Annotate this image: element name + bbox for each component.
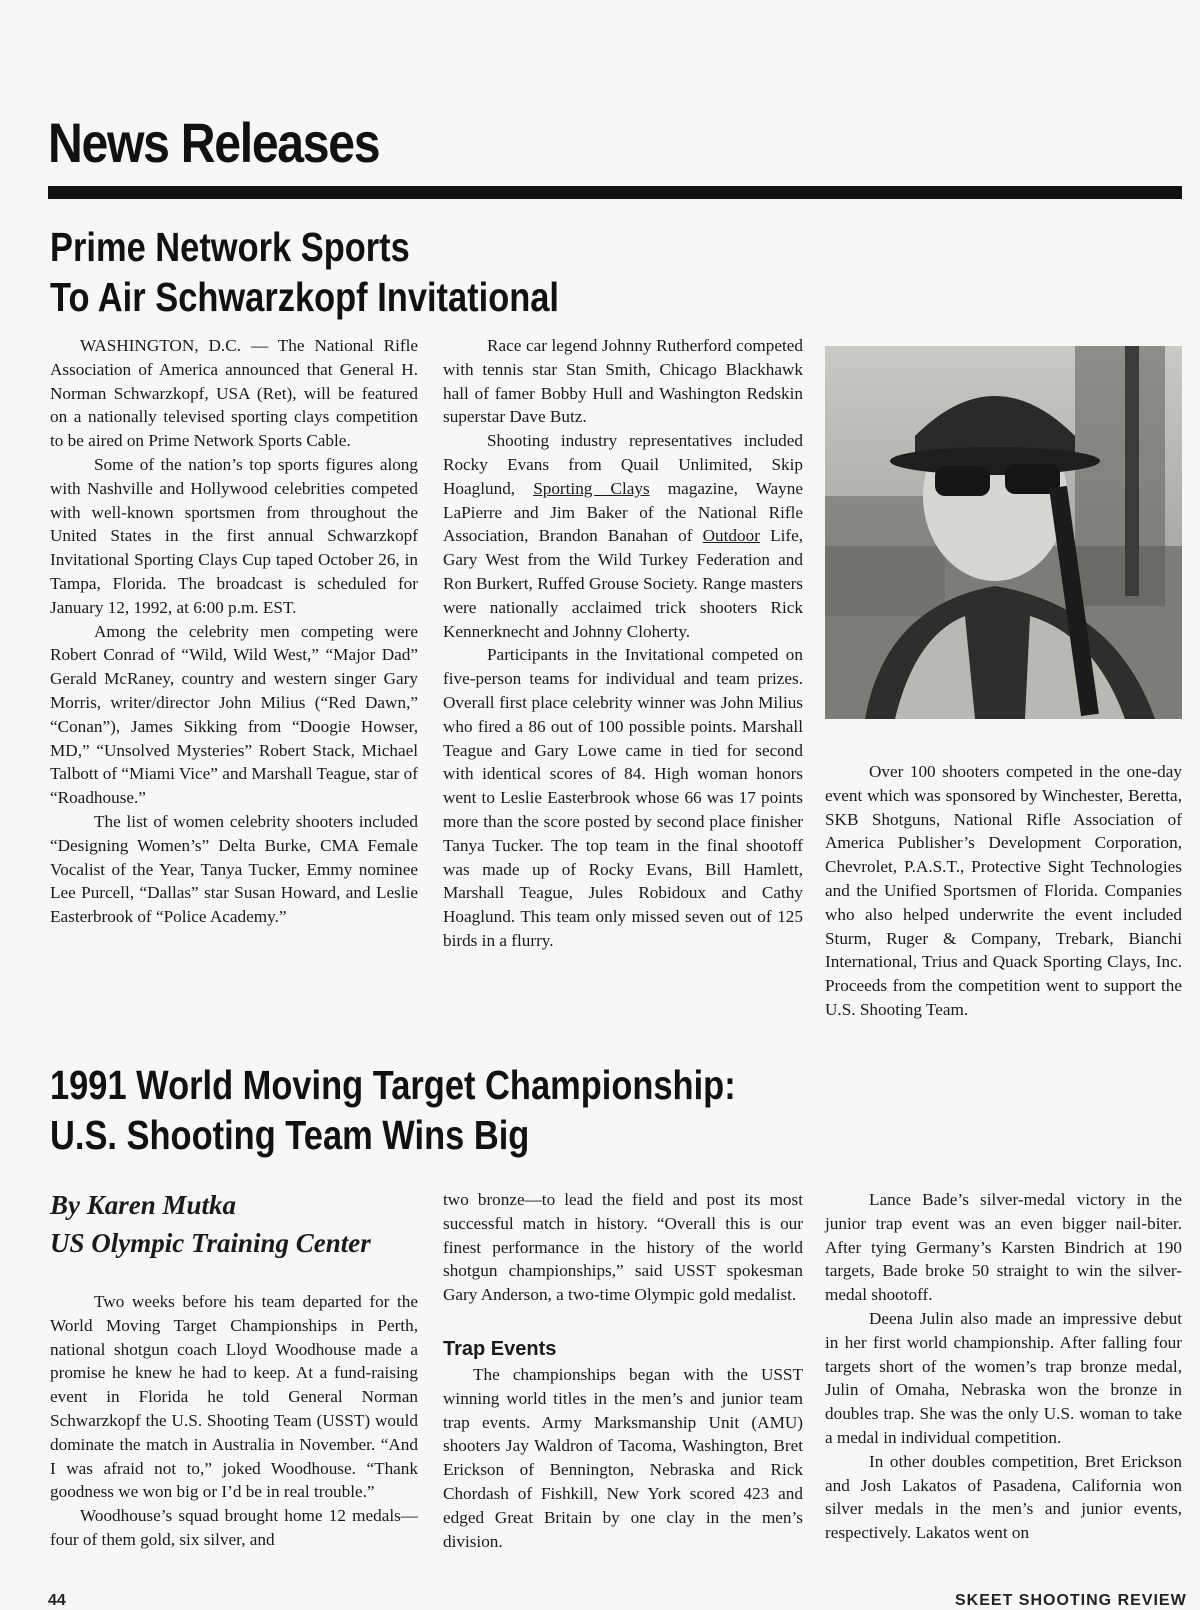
article1-paragraph: WASHINGTON, D.C. — The National Rifle Association of America announced that General H. Norman Schwarzkopf, USA (Ret), will be featured on a nationally televised sporting clays competition to be aired on Prime Network Sports Cable. [50, 336, 418, 451]
magazine-title-outdoor: Outdoor [702, 526, 760, 546]
article2-paragraph: Woodhouse’s squad brought home 12 medals—four of them gold, six silver, and [50, 1506, 418, 1549]
article2-paragraph: two bronze—to lead the field and post its most successful match in history. “Overall this is our finest performance in the history of the world shotgun championships,” said USST spokesman Gary Anderson, a two-time Olympic gold medalist. [443, 1190, 803, 1305]
article1-column-2 [443, 334, 803, 953]
article2-column-3 [825, 1188, 1182, 1545]
article2-headline-line1: 1991 World Moving Target Championship: [50, 1062, 736, 1108]
article1-paragraph: The list of women celebrity shooters included “Designing Women’s” Delta Burke, CMA Female Vocalist of the Year, Tanya Tucker, Emmy nominee Lee Purcell, “Dallas” star Susan Howard, and Leslie Easterbrook of “Police Academy.” [50, 811, 418, 927]
text-run: Life, Gary West from the Wild Turkey Federation and Ron Burkert, Ruffed Grouse Society. Range masters were nationally acclaimed trick shooters Rick Kennerknecht and Johnny Cloherty. [443, 526, 803, 641]
article1-paragraph: Participants in the Invitational competed on five-person teams for individual and team prizes. Overall first place celebrity winner was John Milius who fired a 86 out of 100 possible points. Marshall Teague and Gary Lowe came in tied for second with identical scores of 84. High woman honors went to Leslie Easterbrook whose 66 was 17 points more than the score posted by second place finisher Tanya Tucker. The top team in the final shootoff was made up of Rocky Evans, Bill Hamlett, Marshall Teague, Jules Robidoux and Cathy Hoaglund. This team only missed seven out of 125 birds in a flurry. [443, 645, 803, 950]
text-run: Shooting industry representatives included Rocky Evans from Quail Unlimited, Skip Hoaglund, [443, 431, 803, 498]
text-run: magazine, Wayne LaPierre and Jim Baker of the National Rifle Association, Brandon Banahan of [443, 478, 803, 546]
article1-column-3 [825, 760, 1182, 1022]
byline-author: By Karen Mutka [50, 1190, 237, 1220]
article2-paragraph: Two weeks before his team departed for the World Moving Target Championships in Perth, national shotgun coach Lloyd Woodhouse made a promise he knew he had to keep. At a fund-raising event in Florida he told General Norman Schwarzkopf the U.S. Shooting Team (USST) would dominate the match in Australia in November. “And I was afraid not to,” joked Woodhouse. “Thank goodness we won big or I’d be in real trouble.” [50, 1292, 418, 1502]
magazine-title-sporting-clays: Sporting Clays [533, 478, 650, 498]
article2-headline-line2: U.S. Shooting Team Wins Big [50, 1112, 530, 1158]
page-number: 44 [48, 1592, 66, 1609]
article2-column-1 [50, 1290, 418, 1552]
article1-headline-line1: Prime Network Sports [50, 224, 410, 270]
section-title: News Releases [48, 111, 380, 174]
section-rule [48, 186, 1182, 199]
article2-paragraph: The championships began with the USST winning world titles in the men’s and junior team trap events. Army Marksmanship Unit (AMU) shooters Jay Waldron of Tacoma, Washington, Bret Erickson of Bennington, Nebraska and Rick Chordash of Fishkill, New York scored 423 and edged Great Britain by one clay in the men’s division. [443, 1364, 803, 1551]
article2-column-2 [443, 1188, 803, 1553]
byline-affiliation: US Olympic Training Center [50, 1228, 371, 1258]
photo-shooter-portrait [825, 346, 1182, 719]
article1-paragraph: Race car legend Johnny Rutherford competed with tennis star Stan Smith, Chicago Blackhawk hall of famer Bobby Hull and Washington Redskin superstar Dave Butz. [443, 336, 803, 427]
article2-headline [50, 1060, 866, 1160]
article2-paragraph: In other doubles competition, Bret Erickson and Josh Lakatos of Pasadena, California won silver medals in the men’s and junior events, respectively. Lakatos went on [825, 1451, 1182, 1543]
article2-byline [50, 1186, 420, 1262]
publication-name: SKEET SHOOTING REVIEW [955, 1592, 1187, 1609]
article1-paragraph: Among the celebrity men competing were Robert Conrad of “Wild, Wild West,” “Major Dad” Gerald McRaney, country and western singer Gary Morris, writer/director John Milius (“Red Dawn,” “Conan”), James Sikking from “Doogie Howser, MD,” “Unsolved Mysteries” Robert Stack, Michael Talbott of “Miami Vice” and Marshall Teague, star of “Roadhouse.” [50, 621, 418, 808]
article2-paragraph: Lance Bade’s silver-medal victory in the junior trap event was an even bigger nail-biter. After tying Germany’s Karsten Bindrich at 190 targets, Bade broke 50 straight to win the silver-medal shootoff. [825, 1190, 1182, 1305]
article1-headline-line2: To Air Schwarzkopf Invitational [50, 274, 560, 320]
article1-paragraph: Over 100 shooters competed in the one-day event which was sponsored by Winchester, Beretta, SKB Shotguns, National Rifle Association of America Publisher’s Development Corporation, Chevrolet, P.A.S.T., Protective Sight Technologies and the Unified Sportsmen of Florida. Companies who also helped underwrite the event included Sturm, Ruger & Company, Trebark, Bianchi International, Trius and Quack Sporting Clays, Inc. Proceeds from the competition went to support the U.S. Shooting Team. [825, 762, 1182, 1019]
photo-shooter-illustration [825, 346, 1182, 719]
article1-paragraph [443, 429, 803, 643]
subhead-trap-events: Trap Events [443, 1337, 557, 1360]
article2-paragraph: Deena Julin also made an impressive debut in her first world championship. After falling four targets short of the women’s trap bronze medal, Julin of Omaha, Nebraska won the bronze in doubles trap. She was the only U.S. woman to take a medal in individual competition. [825, 1308, 1182, 1447]
article1-paragraph: Some of the nation’s top sports figures along with Nashville and Hollywood celebrities competed with well-known sportsmen from throughout the United States in the first annual Schwarzkopf Invitational Sporting Clays Cup taped October 26, in Tampa, Florida. The broadcast is scheduled for January 12, 1992, at 6:00 p.m. EST. [50, 454, 418, 617]
article1-headline [50, 222, 656, 322]
article1-column-1 [50, 334, 418, 929]
